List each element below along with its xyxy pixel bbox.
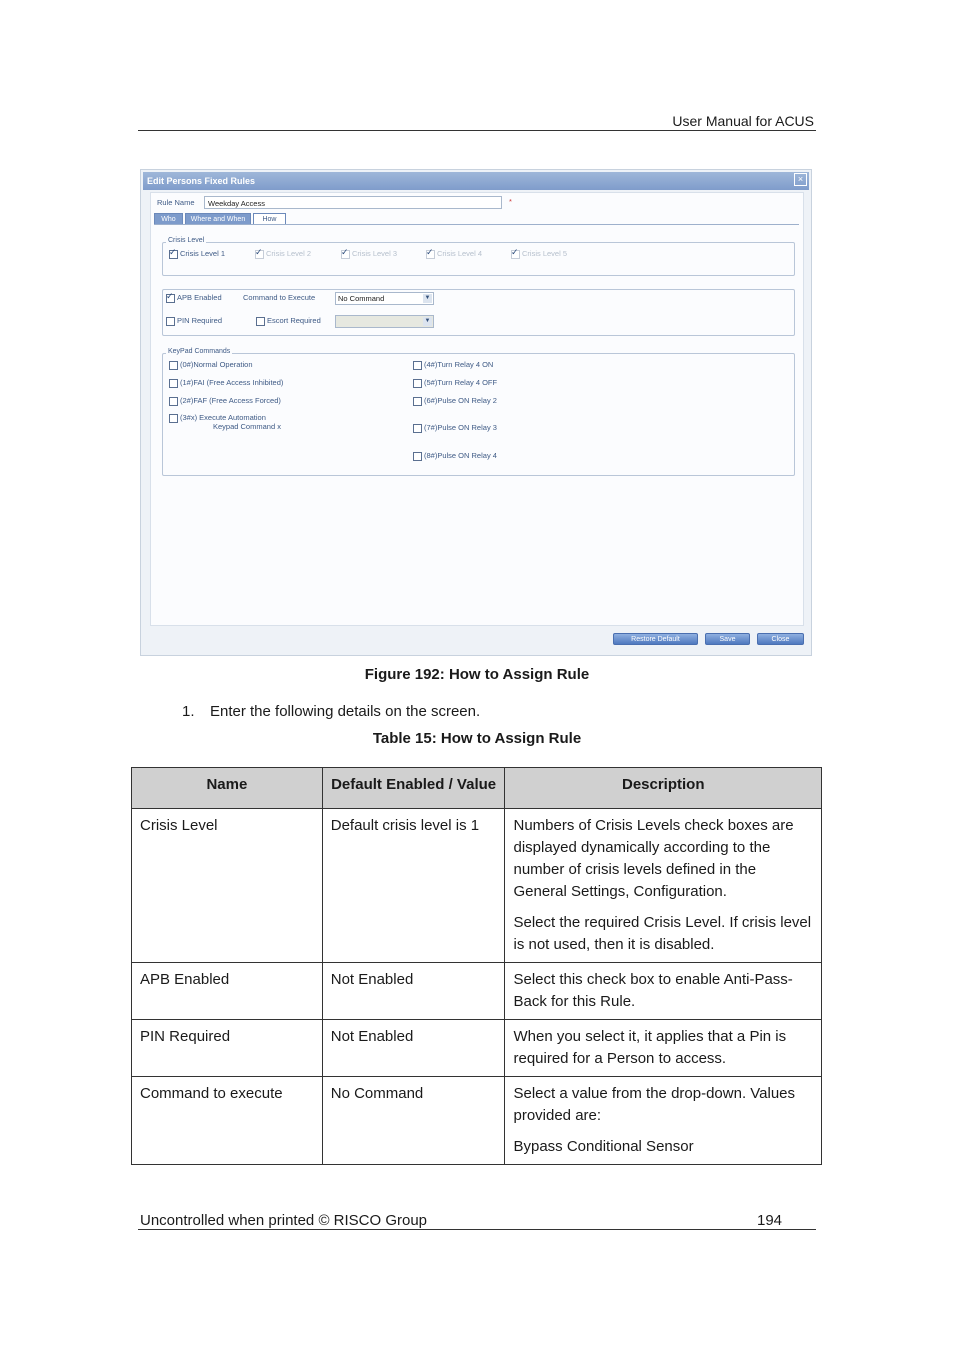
close-button[interactable]: Close [757, 633, 804, 645]
checkbox-icon [413, 397, 422, 406]
checkbox-icon [426, 250, 435, 259]
description-paragraph: Numbers of Crisis Levels check boxes are displayed dynamically according to the number of crisis levels defined in the General Settings, Configuration. [513, 817, 794, 900]
description-paragraph: Select this check box to enable Anti-Pass-Back for this Rule. [513, 971, 793, 1010]
crisis-level-5-checkbox: ✓ Crisis Level 5 [511, 249, 567, 259]
cell-name: PIN Required [132, 1020, 323, 1077]
table-header-row [132, 768, 822, 809]
save-button[interactable]: Save [705, 633, 750, 645]
cell-description [505, 1020, 822, 1077]
crisis-level-3-checkbox: ✓ Crisis Level 3 [341, 249, 397, 259]
step-text: Enter the following details on the screen. [210, 703, 481, 720]
crisis-level-2-checkbox: ✓ Crisis Level 2 [255, 249, 311, 259]
tab-who[interactable]: Who [154, 213, 183, 225]
escort-required-checkbox[interactable]: Escort Required [256, 316, 321, 326]
keypad-5-checkbox[interactable]: (5#)Turn Relay 4 OFF [413, 378, 497, 388]
header-default: Default Enabled / Value [322, 768, 505, 809]
checkbox-icon [413, 452, 422, 461]
cell-description [505, 1077, 822, 1165]
description-paragraph: When you select it, it applies that a Pin is required for a Person to access. [513, 1028, 787, 1067]
checkbox-icon [413, 424, 422, 433]
keypad-3-checkbox[interactable]: (3#x) Execute Automation [169, 413, 266, 423]
checkbox-icon [166, 317, 175, 326]
chevron-down-icon: ▼ [424, 295, 431, 301]
cell-default: No Command [322, 1077, 505, 1165]
page-number: 194 [757, 1212, 783, 1229]
description-paragraph: Bypass Conditional Sensor [513, 1138, 694, 1155]
keypad-4-checkbox[interactable]: (4#)Turn Relay 4 ON [413, 360, 493, 370]
cell-description [505, 809, 822, 963]
keypad-7-checkbox[interactable]: (7#)Pulse ON Relay 3 [413, 423, 497, 433]
header-description: Description [505, 768, 822, 809]
restore-default-button[interactable]: Restore Default [613, 633, 698, 645]
table-caption: Table 15: How to Assign Rule [372, 730, 582, 747]
rule-name-label: Rule Name [157, 198, 195, 207]
keypad-commands-legend: KeyPad Commands [168, 348, 231, 355]
keypad-8-checkbox[interactable]: (8#)Pulse ON Relay 4 [413, 451, 497, 461]
checkbox-icon [169, 414, 178, 423]
figure-caption: Figure 192: How to Assign Rule [364, 666, 590, 683]
tab-how[interactable]: How [253, 213, 286, 225]
checkbox-icon [169, 361, 178, 370]
tab-underline [154, 224, 799, 225]
keypad-0-checkbox[interactable]: (0#)Normal Operation [169, 360, 253, 370]
command-label: Command to Execute [243, 293, 316, 302]
pin-required-checkbox[interactable]: PIN Required [166, 316, 222, 326]
dialog-title: Edit Persons Fixed Rules [143, 172, 809, 190]
keypad-2-checkbox[interactable]: (2#)FAF (Free Access Forced) [169, 396, 281, 406]
tab-where-and-when[interactable]: Where and When [185, 213, 251, 225]
checkbox-icon [511, 250, 520, 259]
rule-name-input[interactable]: Weekday Access [204, 196, 502, 209]
header-name: Name [132, 768, 323, 809]
chevron-down-icon: ▼ [424, 318, 431, 324]
checkbox-icon [341, 250, 350, 259]
rule-table [131, 767, 822, 1165]
required-marker: * [509, 197, 512, 206]
footer-rule [138, 1229, 816, 1230]
crisis-level-legend: Crisis Level [168, 237, 205, 244]
cell-name: Command to execute [132, 1077, 323, 1165]
cell-default: Not Enabled [322, 963, 505, 1020]
keypad-6-checkbox[interactable]: (6#)Pulse ON Relay 2 [413, 396, 497, 406]
apb-enabled-checkbox[interactable]: ✓APB Enabled [166, 293, 222, 303]
escort-select [335, 315, 434, 328]
keypad-3-sublabel: Keypad Command x [213, 422, 281, 431]
checkbox-icon [255, 250, 264, 259]
cell-name: APB Enabled [132, 963, 323, 1020]
table-row [132, 1077, 822, 1165]
checkbox-icon [169, 397, 178, 406]
step-item [182, 703, 480, 720]
command-select[interactable]: No Command ▼ [335, 292, 434, 305]
dialog-screenshot [140, 169, 812, 656]
step-number: 1. [182, 703, 195, 720]
checkbox-icon [169, 250, 178, 259]
header-rule [138, 130, 816, 131]
description-paragraph: Select a value from the drop-down. Values provided are: [513, 1085, 796, 1124]
crisis-level-4-checkbox: ✓ Crisis Level 4 [426, 249, 482, 259]
footer-copyright: Uncontrolled when printed © RISCO Group [140, 1212, 428, 1229]
running-header: User Manual for ACUS [672, 113, 814, 129]
table-row [132, 1020, 822, 1077]
crisis-level-1-checkbox[interactable]: ✓Crisis Level 1 [169, 249, 225, 259]
cell-default: Default crisis level is 1 [322, 809, 505, 963]
checkbox-icon [413, 379, 422, 388]
cell-name: Crisis Level [132, 809, 323, 963]
dialog-body [150, 192, 804, 626]
checkbox-icon [169, 379, 178, 388]
cell-default: Not Enabled [322, 1020, 505, 1077]
table-row [132, 963, 822, 1020]
checkbox-icon [256, 317, 265, 326]
close-icon[interactable]: × [794, 173, 807, 186]
table-row [132, 809, 822, 963]
cell-description [505, 963, 822, 1020]
checkbox-icon [413, 361, 422, 370]
keypad-1-checkbox[interactable]: (1#)FAI (Free Access Inhibited) [169, 378, 283, 388]
checkbox-icon [166, 294, 175, 303]
description-paragraph: Select the required Crisis Level. If crisis level is not used, then it is disabled. [513, 914, 812, 953]
